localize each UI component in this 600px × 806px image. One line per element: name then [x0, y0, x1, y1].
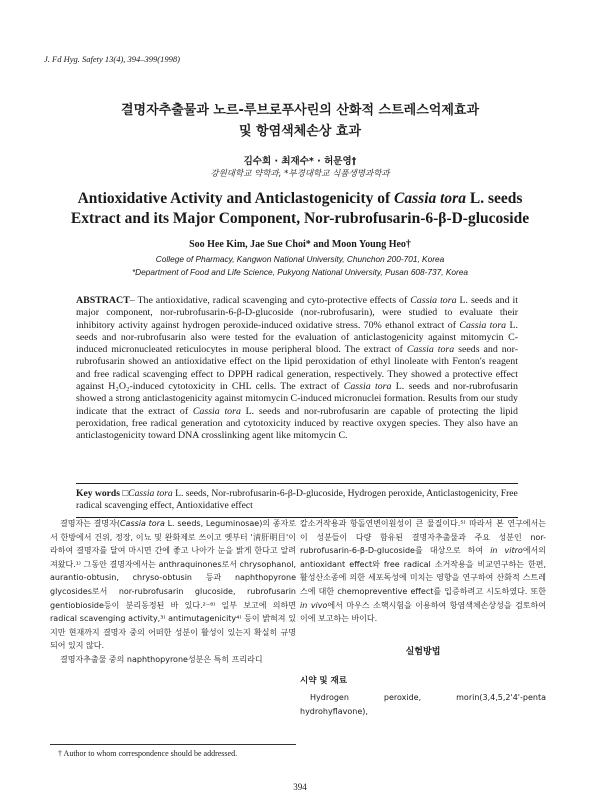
english-title-line-2: Extract and its Major Component, Nor-rubrofusarin-6-β-D-glucoside — [70, 210, 530, 227]
footnote: † Author to whom correspondence should be addressed. — [58, 749, 238, 758]
right-p1-in-vitro: in vitro — [490, 546, 523, 556]
abstract-species-4: Cassia tora — [343, 381, 392, 393]
right-p1-in-vivo: in vivo — [300, 600, 328, 610]
abstract-species-2: Cassia tora — [459, 319, 507, 331]
abstract-text-5: L. seeds and nor-rubrofusarin showed a strong anticlastogenicity against mitomycin C-induced micronuclei formation. Results from our study indicate that the extract of — [76, 381, 518, 417]
english-affiliation-line-1: College of Pharmacy, Kangwon National University, Chunchon 200-701, Korea — [155, 254, 445, 264]
abstract-text-4: seeds and nor-rubrofusarin showed an antioxidative effect on the lipid peroxidation of ethyl linoleate with Fenton's reagent and free radical scavenging effect to DPPH radical generation, respectively. They showed a protective effect against H₂O₂-induced cytotoxicity in CHL cells. The extract of — [76, 344, 518, 393]
abstract-text-3: L. seeds and nor-rubrofusarin also were tested for the evaluation of anticlastogenicity against mitomycin C-induced micronucleated reticulocytes in mouse peripheral blood. The extract of — [76, 319, 518, 356]
body-left-column — [50, 517, 296, 667]
journal-reference: J. Fd Hyg. Safety 13(4), 394–399(1998) — [44, 54, 180, 64]
keywords-box-icon: □ — [122, 488, 129, 499]
page-number: 394 — [293, 782, 307, 792]
english-title-pre: Antioxidative Activity and Anticlastogenicity of — [77, 190, 395, 207]
section-heading-methods: 실험방법 — [405, 646, 441, 657]
english-authors: Soo Hee Kim, Jae Sue Choi* and Moon Young Heo† — [189, 239, 411, 250]
subheading-reagents: 시약 및 재료 — [300, 676, 347, 687]
korean-title-line-2: 및 항염색체손상 효과 — [238, 124, 362, 139]
abstract-species-3: Cassia tora — [406, 344, 455, 356]
keywords-label: Key words — [76, 488, 120, 499]
keywords-list: L. seeds, Nor-rubrofusarin-6-β-D-glucoside, Hydrogen peroxide, Anticlastogenicity, Free radical scavenging effect, Antioxidative effect — [76, 488, 518, 511]
abstract-species-5: Cassia tora — [192, 405, 241, 417]
english-title-line-1 — [0, 190, 600, 208]
abstract-text-2: L. seeds and it major component, nor-rubrofusarin-6-β-D-glucoside (nor-rubrofusarin), were studied to evaluate their inhibitory activity against hydrogen peroxide-induced oxidative stress. 70% ethanol extract of — [76, 295, 518, 331]
left-p1-species: Cassia tora — [119, 519, 165, 528]
abstract — [76, 295, 518, 443]
body-right-column — [300, 517, 546, 718]
left-p1-text-a: 결명자는 결명자( — [60, 519, 120, 528]
left-paragraph-2: 결명자추출물 중의 naphthopyrone성분은 특히 프리라디 — [60, 654, 263, 664]
abstract-text-1: The antioxidative, radical scavenging and cyto-protective effects of — [134, 295, 411, 306]
english-title-post: L. seeds — [465, 190, 523, 207]
left-p1-text-b: L. seeds, Leguminosae)의 종자로서 한방에서 건위, 정장, 이뇨 및 완화제로 쓰이고 옛부터 '淸肝明目'이라하여 결명자를 달여 마시면 간에 좋고 나아가 눈을 밝게 한다고 알려져왔다.¹⁾ 그동안 결명자에서는 anthraquinones로서 chrysophanol, aurantio-obtusin, chryso-obtusin 등과 naphthopyrone glycosides로서 nor-rubrofusarin glucoside, rubrofusarin gentiobioside등이 분리동정된 바 있다.²⁻⁶⁾ 일부 보고에 의하면 radical scavenging activity,³⁾ antimutagenicity⁴⁾ 등이 밝혀져 있지만 현재까지 결명자 중의 어떠한 성분이 활성이 있는지 확실히 규명되어 있지 않다. — [50, 519, 296, 651]
keywords-block — [76, 483, 518, 518]
right-p1-text-c: 에서 마우스 소핵시험을 이용하여 항염색체손상성을 검토하여 이에 보고하는 바이다. — [300, 600, 547, 624]
english-affiliation-line-2: *Department of Food and Life Science, Pukyong National University, Pusan 608-737, Korea — [131, 267, 469, 277]
korean-authors: 김수희 · 최재수* · 허문영† — [243, 156, 357, 167]
right-p1-text-a: 칼소거작용과 항돌연변이원성이 큰 물질이다.⁵⁾ 따라서 본 연구에서는 이 성분들이 다량 함유된 결명자추출물과 주요 성분인 nor-rubrofusarin-6-β-D-glucoside를 대상으로 하여 — [300, 519, 546, 556]
right-paragraph-2: Hydrogen peroxide, morin(3,4,5,2'4'-penta hydrohyflavone), — [300, 692, 546, 716]
abstract-species-1: Cassia tora — [410, 295, 457, 306]
korean-title-line-1: 결명자추출물과 노르-루브로푸사린의 산화적 스트레스억제효과 — [120, 103, 480, 118]
left-paragraph-1 — [50, 517, 296, 653]
abstract-label: ABSTRACT — [76, 295, 130, 306]
right-paragraph-1 — [300, 517, 546, 626]
keywords-species: Cassia tora — [128, 488, 173, 499]
korean-affiliation: 강원대학교 약학과, *부경대학교 식품생명과학과 — [210, 169, 390, 179]
right-p1-text-b: 에서의 antioxidant effect와 free radical 소거작용을 비교연구하는 한편, 활성산소종에 의한 세포독성에 미치는 영향을 연구하여 산화적 스트레스에 대한 chemopreventive effect를 입증하려고 시도하였다. 또한 — [300, 546, 546, 596]
abstract-dash: – — [129, 295, 135, 306]
footnote-divider — [50, 744, 296, 745]
english-title-species: Cassia tora — [394, 190, 466, 207]
abstract-text-6: L. seeds and nor-rubrofusarin are capable of protecting the lipid peroxidation, free radical generation and cytotoxicity induced by reactive oxygen species. They also have an anticlastogenicity toward DNA crosslinking agent like mitomycin C. — [76, 405, 518, 442]
